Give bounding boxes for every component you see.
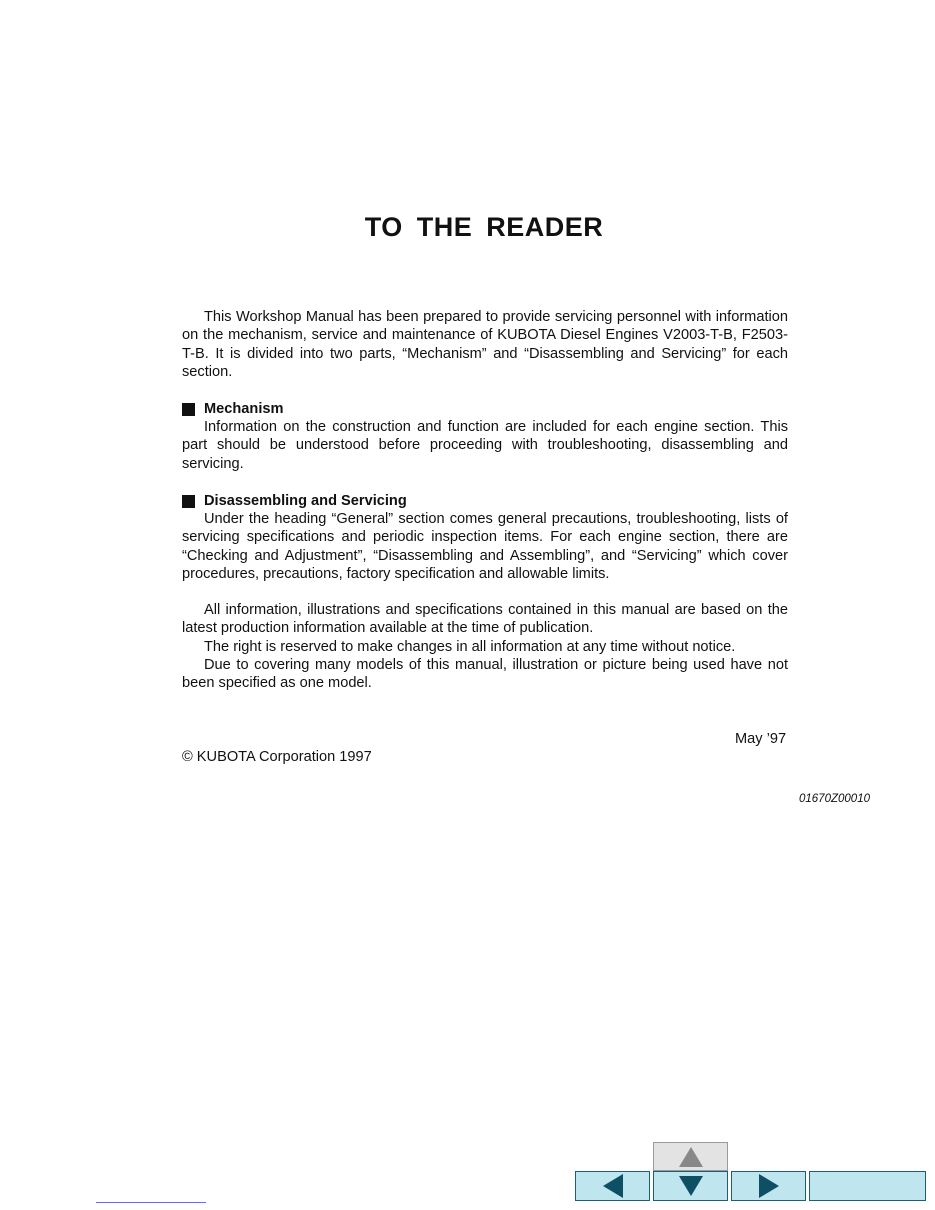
closing-text: All information, illustrations and specifications contained in this manual are based on the latest production information available at the time of publication. (182, 602, 788, 637)
arrow-down-icon (679, 1176, 703, 1196)
publication-date: May ’97 (735, 731, 787, 747)
document-code: 01670Z00010 (799, 793, 870, 805)
blank-nav-button[interactable] (809, 1171, 926, 1201)
arrow-left-icon (603, 1174, 623, 1198)
closing-paragraphs (182, 601, 788, 692)
intro-paragraph (182, 308, 788, 381)
section-heading-label: Disassembling and Servicing (204, 493, 407, 509)
section-text: Under the heading “General” section comes general precautions, troubleshooting, lists of servicing specifications and periodic inspection items. For each engine section, there are “Checking and Adjustment”, “Disassembling and Assembling”, and “Servicing” which cover procedures, precautions, factory specification and allowable limits. (182, 511, 788, 582)
copyright-notice: © KUBOTA Corporation 1997 (182, 749, 372, 765)
page-title: TO THE READER (364, 212, 604, 242)
section-heading-disassembling (182, 492, 788, 510)
section-body-mechanism (182, 418, 788, 473)
next-page-button[interactable] (731, 1171, 806, 1201)
up-button[interactable] (653, 1142, 728, 1171)
square-bullet-icon (182, 403, 195, 416)
hyperlink-underline[interactable] (96, 1202, 206, 1203)
section-body-disassembling (182, 510, 788, 583)
intro-text: This Workshop Manual has been prepared to provide servicing personnel with information on the mechanism, service and maintenance of KUBOTA Diesel Engines V2003-T-B, F2503-T-B. It is divided into two parts, “Mechanism” and “Disassembling and Servicing” for each section. (182, 309, 788, 380)
section-heading-label: Mechanism (204, 401, 284, 417)
arrow-up-icon (679, 1147, 703, 1167)
arrow-right-icon (759, 1174, 779, 1198)
closing-text: Due to covering many models of this manual, illustration or picture being used have not been specified as one model. (182, 656, 788, 692)
section-text: Information on the construction and function are included for each engine section. This part should be understood before proceeding with troubleshooting, disassembling and servicing. (182, 419, 788, 472)
previous-page-button[interactable] (575, 1171, 650, 1201)
closing-text: The right is reserved to make changes in all information at any time without notice. (204, 638, 736, 655)
down-button[interactable] (653, 1171, 728, 1201)
section-heading-mechanism (182, 400, 788, 418)
square-bullet-icon (182, 495, 195, 508)
